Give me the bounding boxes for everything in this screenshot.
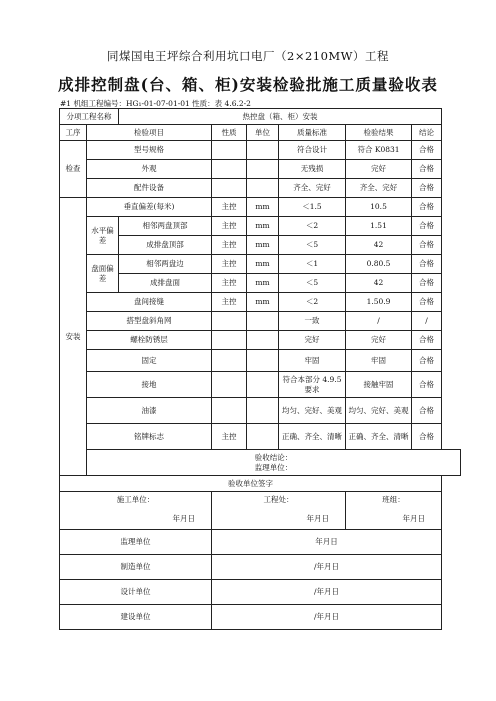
signature-row — [60, 580, 461, 605]
table-row — [60, 179, 461, 198]
sign-label: 制造单位 — [60, 555, 212, 580]
conclusion-cell: / — [412, 312, 442, 331]
result-cell: 正确、齐全、清晰 — [346, 424, 412, 450]
unit-cell — [247, 160, 279, 179]
nature-cell — [212, 160, 247, 179]
conclusion-cell: 合格 — [412, 179, 442, 198]
conclusion-cell: 合格 — [412, 160, 442, 179]
result-cell: 接触牢固 — [346, 372, 412, 398]
item-cell: 固定 — [87, 350, 212, 372]
result-cell: 齐全、完好 — [346, 179, 412, 198]
conclusion-cell: 合格 — [412, 398, 442, 424]
standard-cell: 齐全、完好 — [279, 179, 346, 198]
nature-cell — [212, 141, 247, 160]
col-process: 工序 — [60, 125, 87, 141]
unit-cell: mm — [247, 274, 279, 293]
nature-cell — [212, 350, 247, 372]
unit-cell — [247, 398, 279, 424]
supervisor-label: 监理单位： — [254, 462, 293, 472]
standard-cell: 符合设计 — [279, 141, 346, 160]
item-cell: 配件设备 — [87, 179, 212, 198]
nature-cell — [212, 331, 247, 350]
standard-cell: 牢固 — [279, 350, 346, 372]
signature-row — [60, 605, 461, 630]
standard-cell: ＜1 — [279, 255, 346, 274]
col-item: 检验项目 — [87, 125, 212, 141]
standard-cell: ＜1.5 — [279, 198, 346, 217]
col-result: 检验结果 — [346, 125, 412, 141]
table-row — [60, 141, 461, 160]
result-cell: 42 — [346, 236, 412, 255]
result-cell: 0.80.5 — [346, 255, 412, 274]
table-row — [60, 424, 461, 450]
sign-date: 年月日 — [212, 530, 442, 555]
conclusion-cell: 合格 — [412, 424, 442, 450]
table-row — [60, 236, 461, 255]
nature-cell — [212, 398, 247, 424]
project-row — [60, 109, 461, 125]
signature-parties-row — [60, 492, 461, 530]
table-row — [60, 160, 461, 179]
team-date: 年月日 — [402, 514, 426, 523]
unit-cell — [247, 312, 279, 331]
nature-cell: 主控 — [212, 198, 247, 217]
standard-cell: 一致 — [279, 312, 346, 331]
team-label: 班组： — [382, 495, 405, 504]
result-cell: 完好 — [346, 331, 412, 350]
conclusion-cell: 合格 — [412, 141, 442, 160]
item-cell: 盘间接缝 — [87, 293, 212, 312]
conclusion-cell: 合格 — [412, 255, 442, 274]
result-cell: 10.5 — [346, 198, 412, 217]
conclusion-cell: 合格 — [412, 236, 442, 255]
group-horizontal: 水平偏差 — [87, 217, 119, 255]
table-row — [60, 312, 461, 331]
table-row — [60, 198, 461, 217]
standard-cell: 正确、齐全、清晰 — [279, 424, 346, 450]
item-cell: 接地 — [87, 372, 212, 398]
standard-cell: ＜2 — [279, 217, 346, 236]
construction-unit-label: 施工单位： — [116, 495, 155, 504]
nature-cell: 主控 — [212, 255, 247, 274]
conclusion-cell: 合格 — [412, 372, 442, 398]
result-cell: 42 — [346, 274, 412, 293]
nature-cell — [212, 179, 247, 198]
sign-header-row — [60, 476, 461, 492]
item-cell: 搭型盘斜角网 — [87, 312, 212, 331]
header-row — [60, 125, 461, 141]
unit-cell — [247, 331, 279, 350]
table-row — [60, 293, 461, 312]
sign-date: /年月日 — [212, 605, 442, 630]
signature-row — [60, 530, 461, 555]
standard-cell: 符合本部分 4.9.5 要求 — [279, 372, 346, 398]
unit-cell — [247, 179, 279, 198]
form-code-line: #1 机组工程编号：HG₁-01-07-01-01 性质：表 4.6.2-2 — [60, 99, 251, 108]
nature-cell — [212, 312, 247, 331]
item-cell: 成排盘顶部 — [119, 236, 212, 255]
item-cell: 油漆 — [87, 398, 212, 424]
col-standard: 质量标准 — [279, 125, 346, 141]
conclusion-cell: 合格 — [412, 274, 442, 293]
nature-cell: 主控 — [212, 293, 247, 312]
form-title: 成排控制盘(台、箱、柜)安装检验批施工质量验收表 — [58, 75, 438, 94]
nature-cell: 主控 — [212, 274, 247, 293]
standard-cell: ＜2 — [279, 293, 346, 312]
standard-cell: 无残损 — [279, 160, 346, 179]
acceptance-conclusion-row — [60, 450, 461, 476]
item-cell: 相邻两盘顶部 — [119, 217, 212, 236]
result-cell: 符合 K0831 — [346, 141, 412, 160]
result-cell: 完好 — [346, 160, 412, 179]
nature-cell: 主控 — [212, 217, 247, 236]
unit-cell: mm — [247, 198, 279, 217]
item-cell: 垂直偏差(每米) — [87, 198, 212, 217]
result-cell: 1.51 — [346, 217, 412, 236]
unit-cell — [247, 350, 279, 372]
section-inspection: 检查 — [60, 141, 87, 198]
unit-cell — [247, 141, 279, 160]
project-title: 同煤国电王坪综合利用坑口电厂（2×210MW）工程 — [107, 49, 389, 63]
item-cell: 型号规格 — [87, 141, 212, 160]
sign-label: 设计单位 — [60, 580, 212, 605]
col-unit: 单位 — [247, 125, 279, 141]
conclusion-cell: 合格 — [412, 293, 442, 312]
sign-date: /年月日 — [212, 580, 442, 605]
construction-date: 年月日 — [172, 514, 195, 523]
table-row — [60, 274, 461, 293]
project-value: 热控盘（箱、柜）安装 — [119, 109, 442, 125]
sign-label: 建设单位 — [60, 605, 212, 630]
nature-cell: 主控 — [212, 236, 247, 255]
col-conclusion: 结论 — [412, 125, 442, 141]
conclusion-cell: 合格 — [412, 331, 442, 350]
signature-row — [60, 555, 461, 580]
item-cell: 外观 — [87, 160, 212, 179]
conclusion-cell: 合格 — [412, 198, 442, 217]
sign-label: 监理单位 — [60, 530, 212, 555]
group-surface: 盘面偏差 — [87, 255, 119, 293]
table-row — [60, 331, 461, 350]
project-label: 分项工程名称 — [60, 109, 119, 125]
result-cell: 1.50.9 — [346, 293, 412, 312]
unit-cell: mm — [247, 293, 279, 312]
sign-header: 验收单位签字 — [60, 476, 442, 492]
conclusion-cell: 合格 — [412, 217, 442, 236]
item-cell: 铭牌标志 — [87, 424, 212, 450]
project-dept-label: 工程处： — [263, 495, 294, 504]
table-row — [60, 255, 461, 274]
nature-cell — [212, 372, 247, 398]
standard-cell: ＜5 — [279, 274, 346, 293]
unit-cell — [247, 372, 279, 398]
table-row — [60, 217, 461, 236]
acceptance-conclusion-label: 验收结论： — [254, 452, 293, 462]
result-cell: 牢固 — [346, 350, 412, 372]
item-cell: 螺栓防锈层 — [87, 331, 212, 350]
result-cell: 均匀、完好、美观 — [346, 398, 412, 424]
nature-cell: 主控 — [212, 424, 247, 450]
project-dept-date: 年月日 — [306, 514, 329, 523]
item-cell: 相邻两盘边 — [119, 255, 212, 274]
section-install: 安装 — [60, 198, 87, 476]
item-cell: 成排盘面 — [119, 274, 212, 293]
standard-cell: ＜5 — [279, 236, 346, 255]
unit-cell: mm — [247, 255, 279, 274]
conclusion-cell: 合格 — [412, 350, 442, 372]
standard-cell: 均匀、完好、美观 — [279, 398, 346, 424]
unit-cell: mm — [247, 236, 279, 255]
standard-cell: 完好 — [279, 331, 346, 350]
table-row — [60, 398, 461, 424]
sign-date: /年月日 — [212, 555, 442, 580]
acceptance-table — [59, 108, 461, 630]
table-row — [60, 372, 461, 398]
unit-cell — [247, 424, 279, 450]
col-nature: 性质 — [212, 125, 247, 141]
unit-cell: mm — [247, 217, 279, 236]
table-row — [60, 350, 461, 372]
result-cell: / — [346, 312, 412, 331]
